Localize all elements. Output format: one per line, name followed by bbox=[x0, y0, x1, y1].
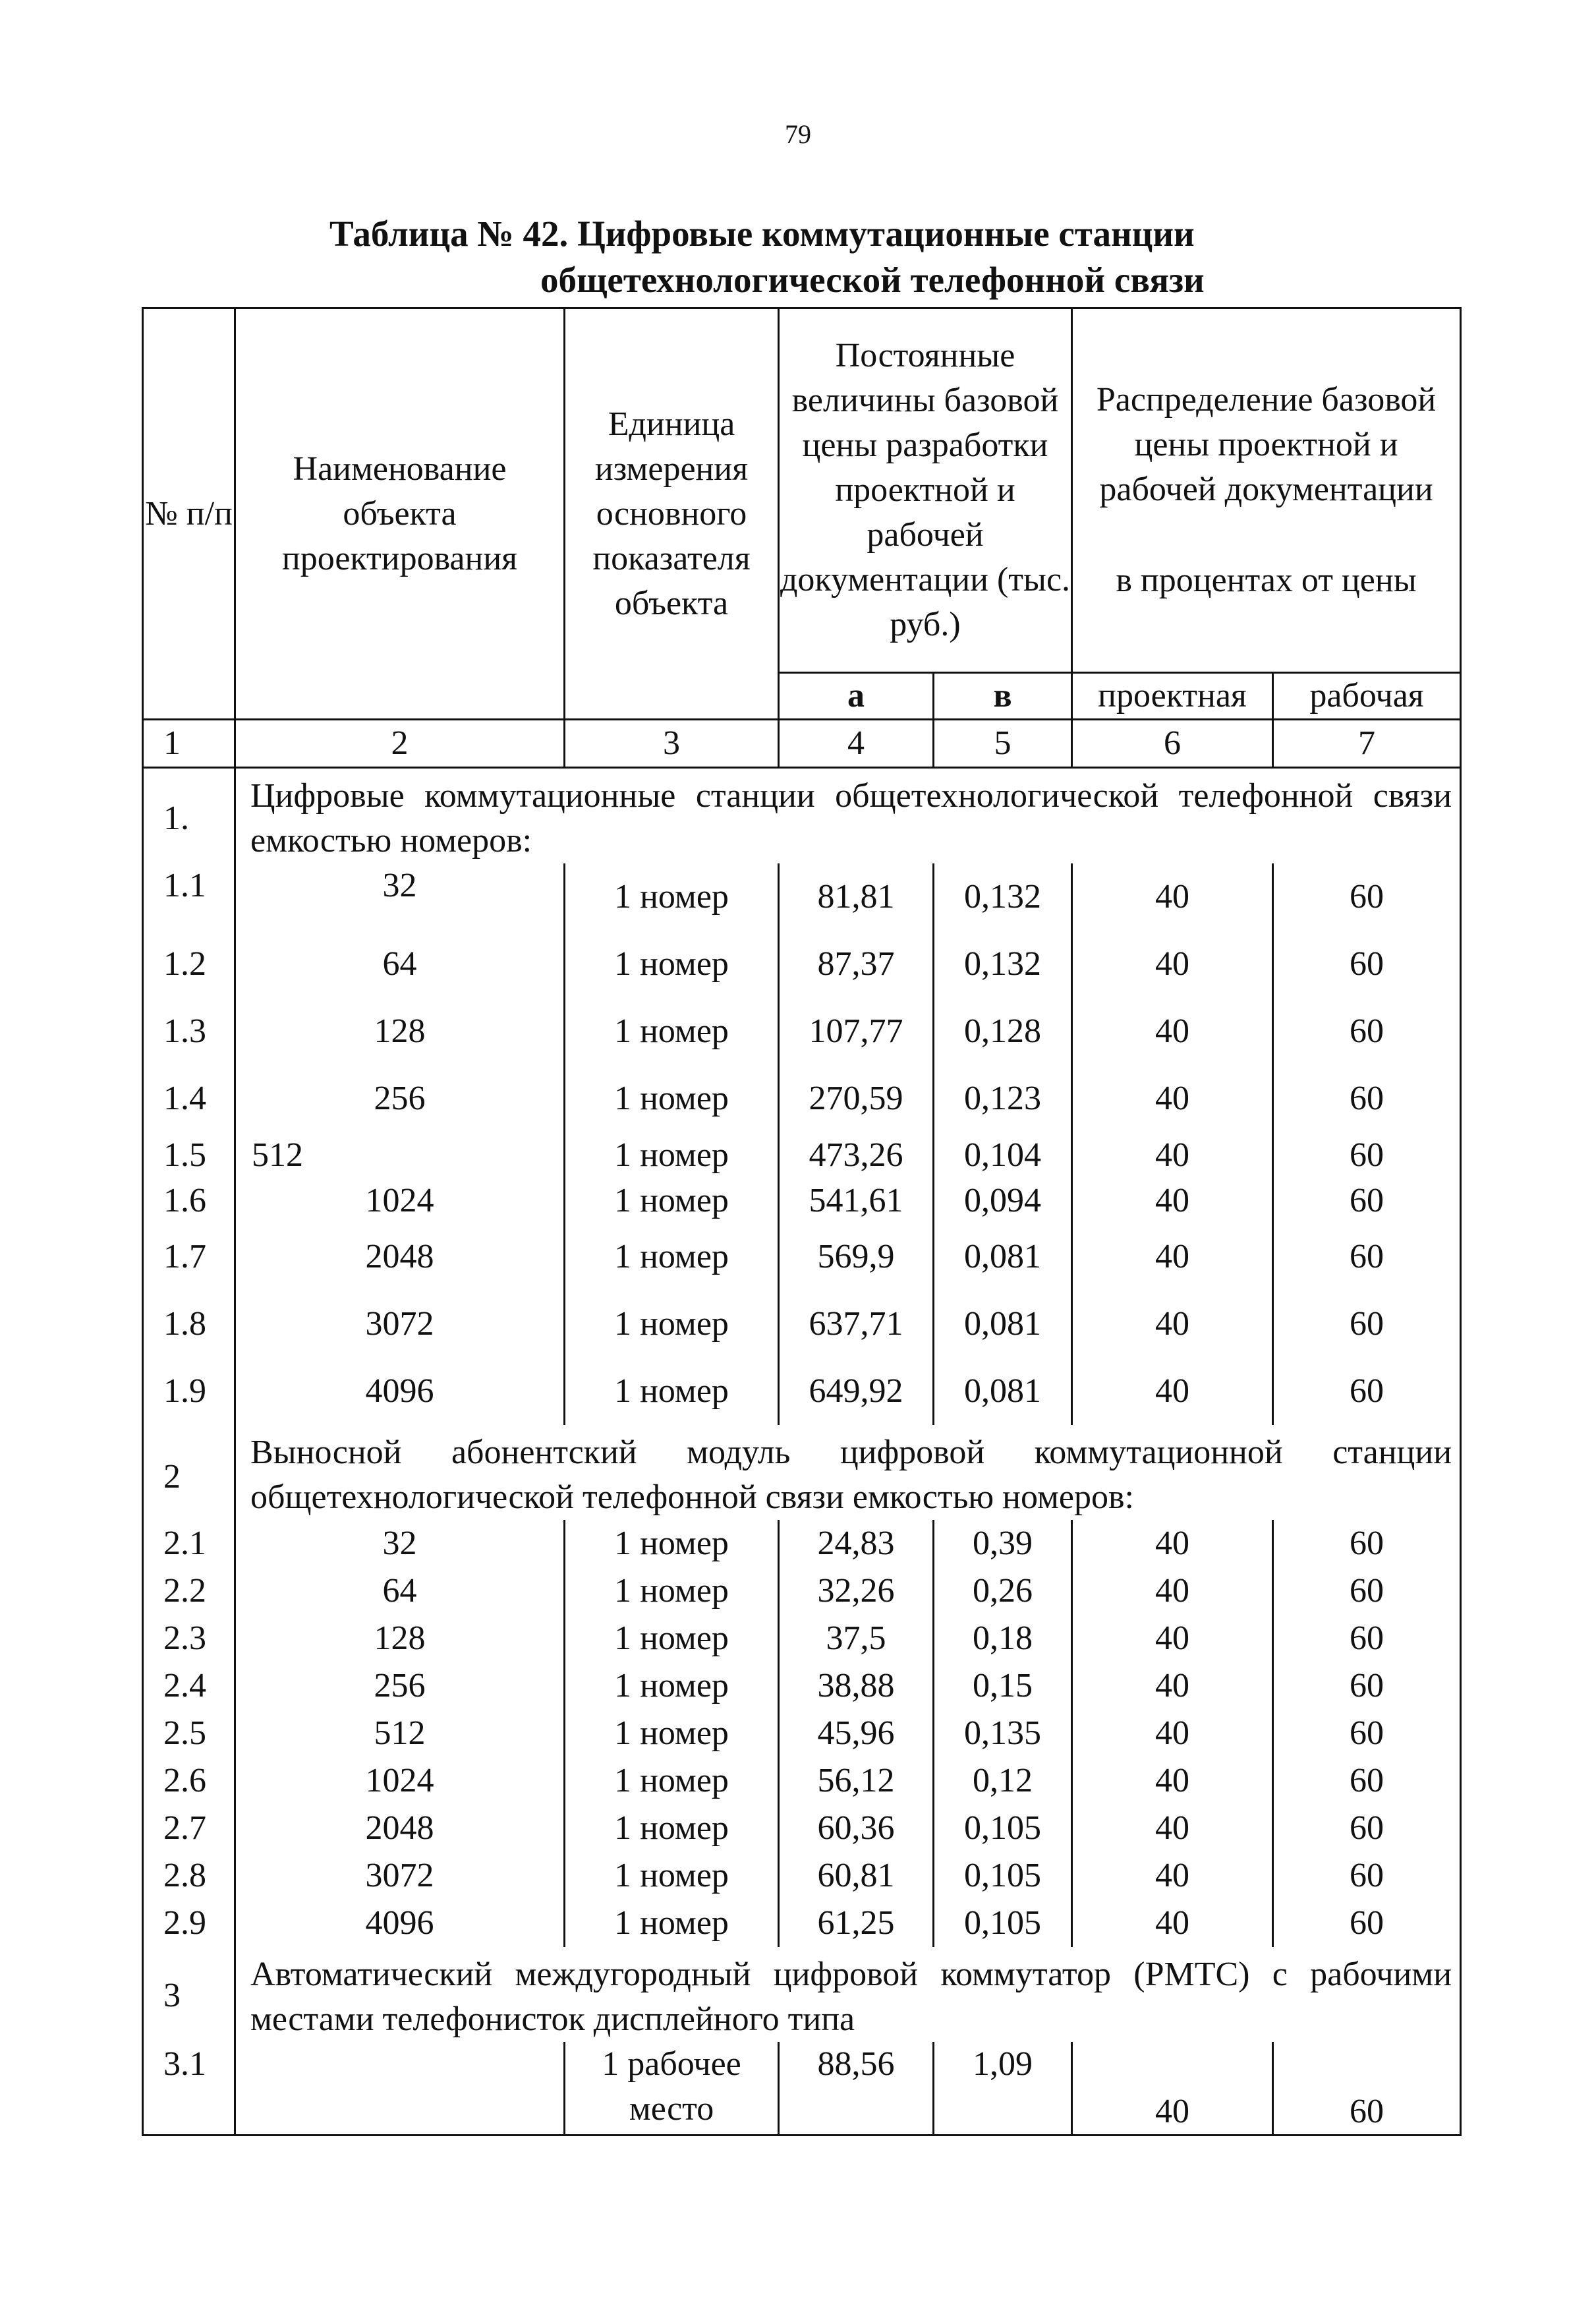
row-percent-proj: 40 bbox=[1072, 1900, 1273, 1947]
row-unit: 1 номер bbox=[565, 998, 779, 1065]
row-unit: 1 номер bbox=[565, 1132, 779, 1178]
row-capacity: 128 bbox=[235, 1615, 565, 1662]
row-value-b: 0,132 bbox=[934, 863, 1072, 931]
header-unit: Единица измерения основного показателя объекта bbox=[565, 308, 779, 720]
row-value-a: 56,12 bbox=[779, 1757, 934, 1805]
row-percent-work: 60 bbox=[1273, 998, 1461, 1065]
row-value-a: 37,5 bbox=[779, 1615, 934, 1662]
row-percent-work: 60 bbox=[1273, 2042, 1461, 2136]
row-percent-work: 60 bbox=[1273, 1805, 1461, 1852]
table-row bbox=[143, 2042, 1461, 2136]
table-row bbox=[143, 1132, 1461, 1178]
section-title: Автоматический междугородный цифровой коммутатор (РМТС) с рабочими местами телефонисток дисплейного типа bbox=[235, 1947, 1461, 2042]
row-value-b: 0,135 bbox=[934, 1710, 1072, 1757]
row-value-a: 24,83 bbox=[779, 1520, 934, 1567]
index-cell: 5 bbox=[934, 720, 1072, 768]
row-value-b: 0,15 bbox=[934, 1662, 1072, 1710]
header-col-work: рабочая bbox=[1273, 673, 1461, 720]
row-percent-proj: 40 bbox=[1072, 1178, 1273, 1223]
row-capacity: 3072 bbox=[235, 1852, 565, 1900]
header-base-price: Постоянные величины базовой цены разработки проектной и рабочей документации (тыс. руб.) bbox=[779, 308, 1072, 673]
data-table bbox=[142, 307, 1462, 2136]
row-value-b: 0,26 bbox=[934, 1567, 1072, 1615]
row-percent-proj: 40 bbox=[1072, 1615, 1273, 1662]
row-percent-work: 60 bbox=[1273, 1662, 1461, 1710]
row-value-b: 0,39 bbox=[934, 1520, 1072, 1567]
row-percent-proj: 40 bbox=[1072, 998, 1273, 1065]
row-percent-work: 60 bbox=[1273, 1223, 1461, 1291]
row-value-b: 0,12 bbox=[934, 1757, 1072, 1805]
index-cell: 4 bbox=[779, 720, 934, 768]
page-number: 79 bbox=[785, 119, 811, 149]
index-cell: 3 bbox=[565, 720, 779, 768]
table-row bbox=[143, 1710, 1461, 1757]
table-row bbox=[143, 1805, 1461, 1852]
table-row bbox=[143, 1757, 1461, 1805]
table-row bbox=[143, 1520, 1461, 1567]
row-value-b: 0,105 bbox=[934, 1852, 1072, 1900]
table-row bbox=[143, 1567, 1461, 1615]
row-number: 1.9 bbox=[143, 1358, 235, 1425]
row-value-a: 87,37 bbox=[779, 931, 934, 998]
row-number: 2.3 bbox=[143, 1615, 235, 1662]
row-number: 1.1 bbox=[143, 863, 235, 931]
table-row bbox=[143, 1662, 1461, 1710]
table-row bbox=[143, 1615, 1461, 1662]
row-value-a: 38,88 bbox=[779, 1662, 934, 1710]
row-percent-proj: 40 bbox=[1072, 2042, 1273, 2136]
row-value-b: 0,081 bbox=[934, 1291, 1072, 1358]
row-percent-proj: 40 bbox=[1072, 1291, 1273, 1358]
row-percent-proj: 40 bbox=[1072, 1065, 1273, 1132]
table-row bbox=[143, 1223, 1461, 1291]
row-number: 2.9 bbox=[143, 1900, 235, 1947]
row-number: 1.2 bbox=[143, 931, 235, 998]
table-title-line2: общетехнологической телефонной связи bbox=[540, 260, 1205, 300]
row-value-b: 0,132 bbox=[934, 931, 1072, 998]
row-value-a: 569,9 bbox=[779, 1223, 934, 1291]
header-object-name: Наименование объекта проектирования bbox=[235, 308, 565, 720]
row-percent-work: 60 bbox=[1273, 1520, 1461, 1567]
index-cell: 7 bbox=[1273, 720, 1461, 768]
row-percent-proj: 40 bbox=[1072, 1567, 1273, 1615]
row-percent-work: 60 bbox=[1273, 1132, 1461, 1178]
row-capacity: 1024 bbox=[235, 1178, 565, 1223]
header-distribution-title: Распределение базовой цены проектной и рабочей документации bbox=[1096, 381, 1437, 508]
row-percent-proj: 40 bbox=[1072, 931, 1273, 998]
row-capacity: 512 bbox=[235, 1710, 565, 1757]
table-title bbox=[329, 211, 1205, 303]
table-row bbox=[143, 998, 1461, 1065]
row-unit: 1 номер bbox=[565, 1757, 779, 1805]
row-value-b: 0,105 bbox=[934, 1900, 1072, 1947]
header-number: № п/п bbox=[143, 308, 235, 720]
row-number: 2.7 bbox=[143, 1805, 235, 1852]
table-row bbox=[143, 1065, 1461, 1132]
row-value-b: 0,104 bbox=[934, 1132, 1072, 1178]
row-unit: 1 номер bbox=[565, 931, 779, 998]
row-value-b: 0,128 bbox=[934, 998, 1072, 1065]
row-capacity: 32 bbox=[235, 863, 565, 931]
row-value-b: 0,081 bbox=[934, 1223, 1072, 1291]
row-percent-work: 60 bbox=[1273, 1358, 1461, 1425]
row-unit: 1 номер bbox=[565, 1520, 779, 1567]
row-percent-work: 60 bbox=[1273, 863, 1461, 931]
row-value-b: 0,123 bbox=[934, 1065, 1072, 1132]
row-value-a: 473,26 bbox=[779, 1132, 934, 1178]
row-unit: 1 номер bbox=[565, 1615, 779, 1662]
row-value-a: 270,59 bbox=[779, 1065, 934, 1132]
row-capacity: 2048 bbox=[235, 1223, 565, 1291]
section-number: 1. bbox=[143, 768, 235, 864]
row-unit: 1 номер bbox=[565, 1805, 779, 1852]
row-number: 2.1 bbox=[143, 1520, 235, 1567]
row-capacity: 512 bbox=[235, 1132, 565, 1178]
row-value-b: 1,09 bbox=[934, 2042, 1072, 2136]
row-value-a: 45,96 bbox=[779, 1710, 934, 1757]
row-capacity: 4096 bbox=[235, 1900, 565, 1947]
row-percent-work: 60 bbox=[1273, 931, 1461, 998]
table-row bbox=[143, 1178, 1461, 1223]
table-row bbox=[143, 1900, 1461, 1947]
row-number: 1.6 bbox=[143, 1178, 235, 1223]
row-percent-proj: 40 bbox=[1072, 1662, 1273, 1710]
row-percent-work: 60 bbox=[1273, 1900, 1461, 1947]
row-percent-proj: 40 bbox=[1072, 1358, 1273, 1425]
row-value-b: 0,094 bbox=[934, 1178, 1072, 1223]
row-value-a: 60,81 bbox=[779, 1852, 934, 1900]
row-value-a: 88,56 bbox=[779, 2042, 934, 2136]
row-number: 2.5 bbox=[143, 1710, 235, 1757]
header-distribution-sub: в процентах от цены bbox=[1116, 562, 1417, 599]
row-capacity: 32 bbox=[235, 1520, 565, 1567]
row-number: 2.8 bbox=[143, 1852, 235, 1900]
row-number: 1.5 bbox=[143, 1132, 235, 1178]
row-value-a: 81,81 bbox=[779, 863, 934, 931]
row-capacity: 1024 bbox=[235, 1757, 565, 1805]
row-value-b: 0,105 bbox=[934, 1805, 1072, 1852]
row-percent-proj: 40 bbox=[1072, 1757, 1273, 1805]
row-unit: 1 номер bbox=[565, 1358, 779, 1425]
row-percent-work: 60 bbox=[1273, 1615, 1461, 1662]
row-percent-work: 60 bbox=[1273, 1852, 1461, 1900]
index-cell: 1 bbox=[143, 720, 235, 768]
row-capacity: 256 bbox=[235, 1065, 565, 1132]
row-number: 2.4 bbox=[143, 1662, 235, 1710]
table-row bbox=[143, 931, 1461, 998]
table-row bbox=[143, 1291, 1461, 1358]
row-number: 1.8 bbox=[143, 1291, 235, 1358]
table-title-line1: Таблица № 42. Цифровые коммутационные станции bbox=[329, 214, 1195, 254]
row-number: 3.1 bbox=[143, 2042, 235, 2136]
row-number: 2.6 bbox=[143, 1757, 235, 1805]
row-unit: 1 номер bbox=[565, 1065, 779, 1132]
row-capacity bbox=[235, 2042, 565, 2136]
row-percent-work: 60 bbox=[1273, 1567, 1461, 1615]
table-row bbox=[143, 1852, 1461, 1900]
row-unit: 1 номер bbox=[565, 1223, 779, 1291]
row-unit: 1 номер bbox=[565, 863, 779, 931]
table-row bbox=[143, 1358, 1461, 1425]
table-row bbox=[143, 863, 1461, 931]
row-percent-work: 60 bbox=[1273, 1710, 1461, 1757]
header-col-b: в bbox=[934, 673, 1072, 720]
row-value-a: 107,77 bbox=[779, 998, 934, 1065]
row-value-a: 60,36 bbox=[779, 1805, 934, 1852]
row-capacity: 128 bbox=[235, 998, 565, 1065]
row-percent-proj: 40 bbox=[1072, 1710, 1273, 1757]
section-title: Выносной абонентский модуль цифровой коммутационной станции общетехнологической телефонной связи емкостью номеров: bbox=[235, 1425, 1461, 1520]
row-value-a: 637,71 bbox=[779, 1291, 934, 1358]
section-title: Цифровые коммутационные станции общетехнологической телефонной связи емкостью номеров: bbox=[235, 768, 1461, 864]
row-percent-proj: 40 bbox=[1072, 863, 1273, 931]
section-number: 3 bbox=[143, 1947, 235, 2042]
row-value-a: 649,92 bbox=[779, 1358, 934, 1425]
row-unit: 1 номер bbox=[565, 1178, 779, 1223]
row-unit: 1 номер bbox=[565, 1852, 779, 1900]
section-number: 2 bbox=[143, 1425, 235, 1520]
row-number: 2.2 bbox=[143, 1567, 235, 1615]
header-col-a: а bbox=[779, 673, 934, 720]
row-capacity: 64 bbox=[235, 1567, 565, 1615]
row-value-b: 0,18 bbox=[934, 1615, 1072, 1662]
index-cell: 6 bbox=[1072, 720, 1273, 768]
row-number: 1.4 bbox=[143, 1065, 235, 1132]
row-percent-proj: 40 bbox=[1072, 1223, 1273, 1291]
row-percent-proj: 40 bbox=[1072, 1520, 1273, 1567]
row-value-a: 61,25 bbox=[779, 1900, 934, 1947]
row-unit: 1 номер bbox=[565, 1662, 779, 1710]
row-percent-work: 60 bbox=[1273, 1291, 1461, 1358]
row-percent-work: 60 bbox=[1273, 1757, 1461, 1805]
row-number: 1.7 bbox=[143, 1223, 235, 1291]
row-percent-proj: 40 bbox=[1072, 1805, 1273, 1852]
row-unit: 1 номер bbox=[565, 1567, 779, 1615]
row-unit: 1 номер bbox=[565, 1900, 779, 1947]
row-value-b: 0,081 bbox=[934, 1358, 1072, 1425]
row-value-a: 32,26 bbox=[779, 1567, 934, 1615]
row-unit: 1 рабочее место bbox=[565, 2042, 779, 2136]
row-capacity: 2048 bbox=[235, 1805, 565, 1852]
row-value-a: 541,61 bbox=[779, 1178, 934, 1223]
row-unit: 1 номер bbox=[565, 1710, 779, 1757]
row-percent-work: 60 bbox=[1273, 1065, 1461, 1132]
row-unit: 1 номер bbox=[565, 1291, 779, 1358]
header-distribution bbox=[1072, 308, 1461, 673]
row-capacity: 4096 bbox=[235, 1358, 565, 1425]
header-col-proj: проектная bbox=[1072, 673, 1273, 720]
row-capacity: 256 bbox=[235, 1662, 565, 1710]
row-capacity: 64 bbox=[235, 931, 565, 998]
row-percent-proj: 40 bbox=[1072, 1852, 1273, 1900]
index-cell: 2 bbox=[235, 720, 565, 768]
row-percent-proj: 40 bbox=[1072, 1132, 1273, 1178]
row-number: 1.3 bbox=[143, 998, 235, 1065]
row-percent-work: 60 bbox=[1273, 1178, 1461, 1223]
row-capacity: 3072 bbox=[235, 1291, 565, 1358]
